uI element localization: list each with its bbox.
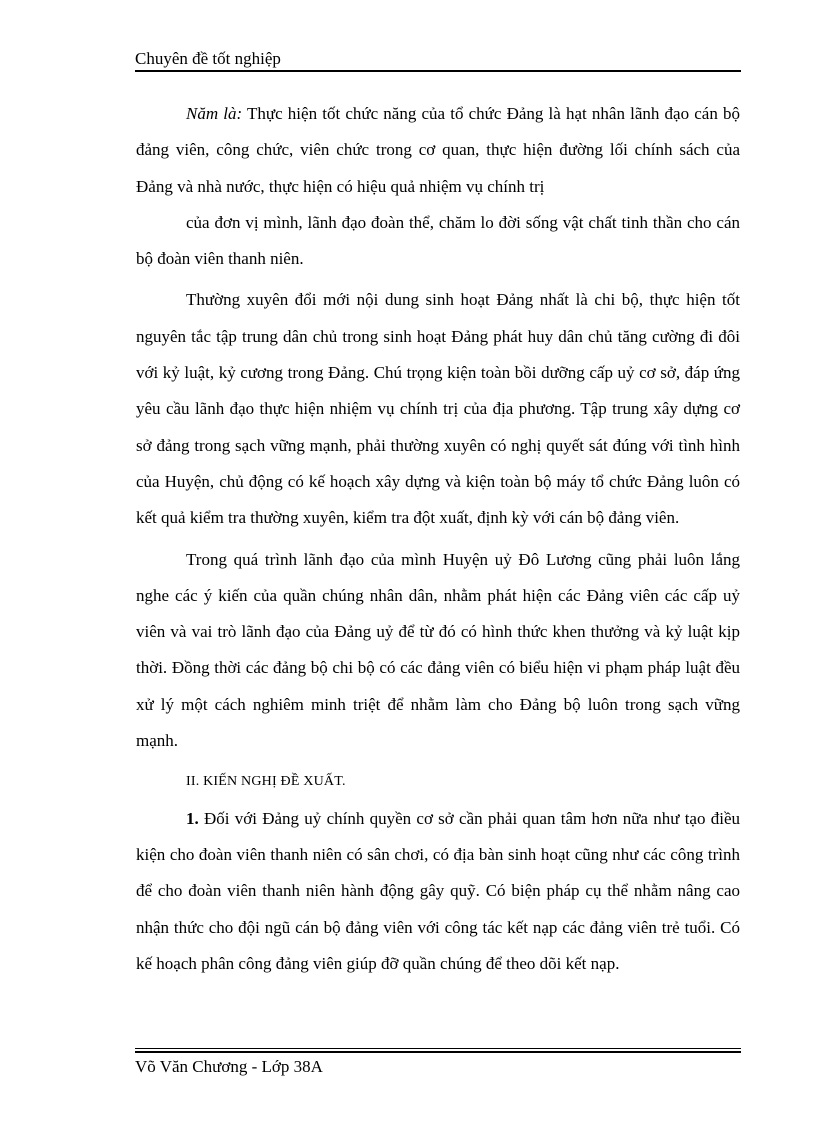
document-body [136, 96, 740, 982]
footer-rule-thin [135, 1048, 741, 1049]
paragraph-continuation: của đơn vị mình, lãnh đạo đoàn thể, chăm lo đời sống vật chất tinh thần cho cán bộ đoàn viên thanh niên. [136, 212, 740, 269]
paragraph-nam-la [136, 96, 740, 205]
paragraph-text: Thực hiện tốt chức năng của tổ chức Đảng là hạt nhân lãnh đạo cán bộ đảng viên, công chức, viên chức trong cơ quan, thực hiện đường lối chính sách của Đảng và nhà nước, thực hiện có hiệu quả nhiệm vụ chính trị [136, 104, 740, 196]
page-header [135, 48, 741, 70]
section-heading: II. KIẾN NGHỊ ĐỀ XUẤT. [186, 774, 346, 790]
item-number: 1. [186, 808, 199, 828]
item-text: Đối với Đảng uỷ chính quyền cơ sở cần phải quan tâm hơn nữa như tạo điều kiện cho đoàn viên thanh niên có sân chơi, có địa bàn sinh hoạt cũng như các công trình để cho đoàn viên thanh niên hành động gây quỹ. Có biện pháp cụ thể nhằm nâng cao nhận thức cho đội ngũ cán bộ đảng viên với công tác kết nạp các đảng viên trẻ tuổi. Có kế hoạch phân công đảng viên giúp đỡ quần chúng để theo dõi kết nạp. [136, 808, 740, 973]
header-title: Chuyên đề tốt nghiệp [135, 49, 281, 68]
header-rule [135, 70, 741, 72]
paragraph-lead-in: Năm là: [186, 104, 243, 123]
page-footer [135, 1056, 741, 1078]
recommendation-item-1 [136, 801, 740, 982]
paragraph-leadership: Trong quá trình lãnh đạo của mình Huyện uỷ Đô Lương cũng phải luôn lắng nghe các ý kiến của quần chúng nhân dân, nhằm phát hiện các Đảng viên các cấp uỷ viên và vai trò lãnh đạo của Đảng uỷ để từ đó có hình thức khen thưởng và kỷ luật kịp thời. Đồng thời các đảng bộ chi bộ có các đảng viên có biểu hiện vi phạm pháp luật đều xử lý một cách nghiêm minh triệt để nhằm làm cho Đảng bộ luôn trong sạch vững mạnh. [136, 549, 740, 751]
paragraph-party-activities: Thường xuyên đổi mới nội dung sinh hoạt Đảng nhất là chi bộ, thực hiện tốt nguyên tắc tập trung dân chủ trong sinh hoạt Đảng phát huy dân chủ tăng cường đi đôi với kỷ luật, kỷ cương trong Đảng. Chú trọng kiện toàn bồi dưỡng cấp uỷ cơ sở, đáp ứng yêu cầu lãnh đạo thực hiện nhiệm vụ chính trị của địa phương. Tập trung xây dựng cơ sở đảng trong sạch vững mạnh, phải thường xuyên có nghị quyết sát đúng với tình hình của Huyện, chủ động có kế hoạch xây dựng và kiện toàn bộ máy tổ chức Đảng luôn có kết quả kiểm tra thường xuyên, kiểm tra đột xuất, định kỳ với cán bộ đảng viên. [136, 290, 740, 528]
footer-author: Võ Văn Chương - Lớp 38A [135, 1057, 323, 1076]
footer-rule-thick [135, 1051, 741, 1053]
